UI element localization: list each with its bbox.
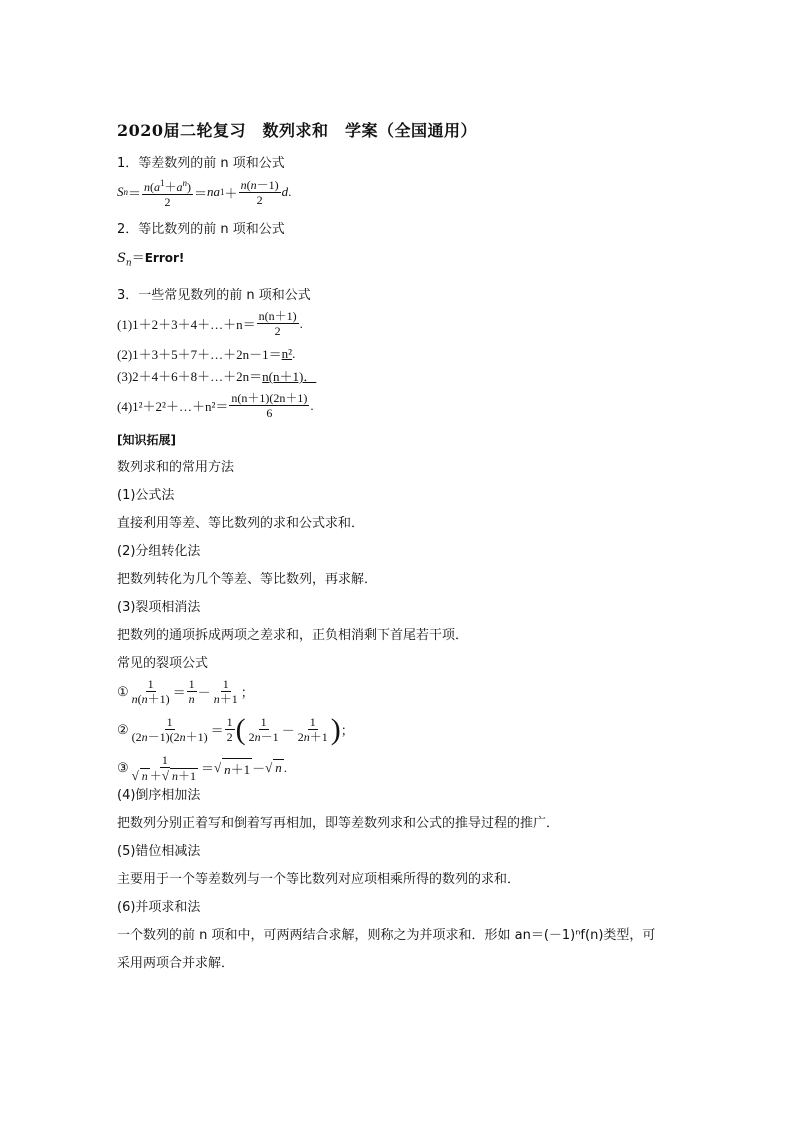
method-2-text: 把数列转化为几个等差、等比数列，再求解． xyxy=(117,571,378,587)
method-1-title: (1)公式法 xyxy=(117,487,175,503)
error-text: Error! xyxy=(144,251,185,265)
method-3-text: 把数列的通项拆成两项之差求和，正负相消剩下首尾若干项． xyxy=(117,627,469,643)
formula-3-rhs: n(n＋1)． xyxy=(262,369,317,385)
formula-3 xyxy=(117,365,687,387)
formula-1-den: 2 xyxy=(274,324,281,339)
method-2-title: (2)分组转化法 xyxy=(117,543,201,559)
method-6-title: (6)并项求和法 xyxy=(117,899,201,915)
method-6-text-2: 采用两项合并求解． xyxy=(117,955,235,971)
method-3-title: (3)裂项相消法 xyxy=(117,599,201,615)
geometric-sum-formula: $S_n=Error$! xyxy=(117,251,185,269)
formula-2-rhs: n² xyxy=(281,345,293,361)
method-6-text-1: 一个数列的前 n 项和中，可两两结合求解，则称之为并项求和．形如 an＝(－1)ⁿf(n)类型，可 xyxy=(117,927,656,943)
section-2-heading: 2．等比数列的前 n 项和公式 xyxy=(117,222,285,237)
method-5-title: (5)错位相减法 xyxy=(117,843,201,859)
document-page xyxy=(117,118,687,973)
formula-2-lhs: (2)1＋3＋5＋7＋…＋2n－1＝ xyxy=(117,347,282,363)
section-1-heading: 1．等差数列的前 n 项和公式 xyxy=(117,156,285,171)
formula-3-lhs: (3)2＋4＋6＋8＋…＋2n＝ xyxy=(117,369,263,385)
formula-2: (2)1＋3＋5＋7＋…＋2n－1＝ n² . xyxy=(117,345,296,363)
arithmetic-sum-formula: S n ＝ $\frac{n(a^1+a^n)}{2}$ ＝ na 1 ＋ $\frac{n(n-1)}{2}$ d . xyxy=(117,177,292,209)
formula-1-num: n(n＋1) xyxy=(258,309,297,324)
formula-4-num: n(n＋1)(2n＋1) xyxy=(231,391,308,406)
formula-1-lhs: (1)1＋2＋3＋4＋…＋n＝ xyxy=(117,317,256,333)
split-formula-1: ① $\frac{1}{n(n+1)}$ ＝ $\frac{1}{n}$ － $\frac{1}{n+1}$ ； xyxy=(117,677,254,707)
formula-4: (4)1²＋2²＋…＋n²＝ $\frac{n(n+1)(2n+1)}{6}$ . xyxy=(117,391,314,421)
split-formulas-heading: 常见的裂项公式 xyxy=(117,655,209,671)
split-formula-3: ③ $\frac{1}{√ n +√ n+1}$ ＝ √ n＋1 － √ n . xyxy=(117,752,288,783)
formula-4-den: 6 xyxy=(266,406,273,421)
methods-intro: 数列求和的常用方法 xyxy=(117,459,235,475)
section-3-heading: 3．一些常见数列的前 n 项和公式 xyxy=(117,287,311,303)
knowledge-extension-tag: [知识拓展] xyxy=(117,432,176,447)
method-4-title: (4)倒序相加法 xyxy=(117,787,201,803)
page-title: 2020届二轮复习 数列求和 学案（全国通用） xyxy=(117,121,478,140)
formula-1: (1)1＋2＋3＋4＋…＋n＝ $\frac{n(n+1)}{2}$ . xyxy=(117,309,303,339)
formula-4-lhs: (4)1²＋2²＋…＋n²＝ xyxy=(117,399,229,415)
split-formula-2: ② $\frac{1}{(2n-1)(2n+1)}$ ＝ $\frac{1}{2}$ ( $\frac{1}{2n-1}$ － $\frac{1}{2n+1}$ ) ； xyxy=(117,712,354,746)
method-4-text: 把数列分别正着写和倒着写再相加，即等差数列求和公式的推导过程的推广． xyxy=(117,815,560,831)
method-1-text: 直接利用等差、等比数列的求和公式求和． xyxy=(117,515,365,531)
method-5-text: 主要用于一个等差数列与一个等比数列对应项相乘所得的数列的求和． xyxy=(117,871,521,887)
